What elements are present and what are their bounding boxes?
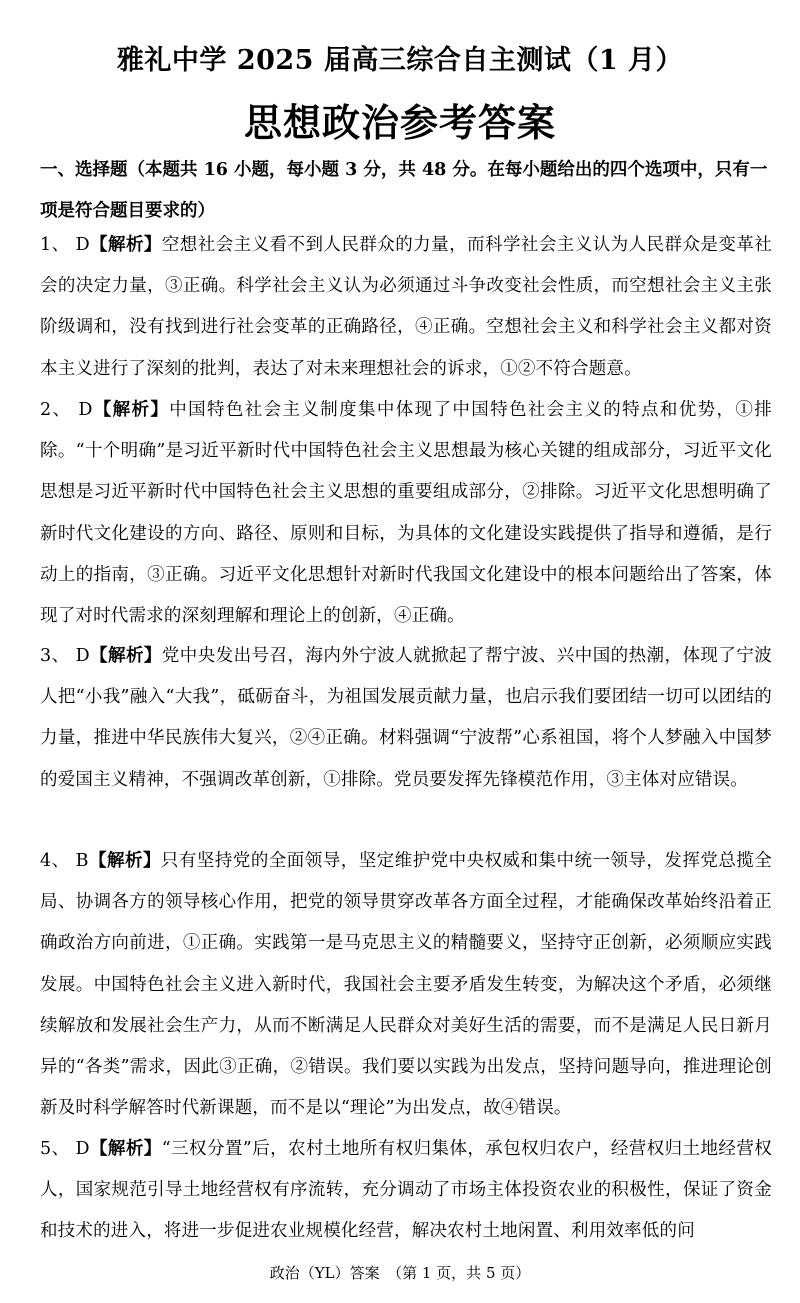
analysis-text: 只有坚持党的全面领导，坚定维护党中央权威和集中统一领导，发挥党总揽全局、协调各方的领导核心作用，把党的领导贯穿改革各方面全过程，才能确保改革始终沿着正确政治方向前进，①正确。实践第一是马克思主义的精髓要义，坚持守正创新，必须顺应实践发展。中国特色社会主义进入新时代，我国社会主要矛盾发生转变，为解决这个矛盾，必须继续解放和发展社会生产力，从而不断满足人民群众对美好生活的需要，而不是满足人民日新月异的“各类”需求，因此③正确，②错误。我们要以实践为出发点，坚持问题导向，推进理论创新及时科学解答时代新课题，而不是以“理论”为出发点，故④错误。 <box>40 851 772 1119</box>
question-number: 5、 <box>40 1139 70 1159</box>
question-number: 2、 <box>40 400 72 420</box>
question-1-explanation <box>40 225 772 390</box>
analysis-text: “三权分置”后，农村土地所有权归集体，承包权归农户，经营权归土地经营权人，国家规范引导土地经营权有序流转，充分调动了市场主体投资农业的积极性，保证了资金和技术的进入，将进一步促进农业规模化经营，解决农村土地闲置、利用效率低的问 <box>40 1139 772 1242</box>
question-answer: D <box>75 646 90 666</box>
analysis-text: 空想社会主义看不到人民群众的力量，而科学社会主义认为人民群众是变革社会的决定力量，③正确。科学社会主义认为必须通过斗争改变社会性质，而空想社会主义主张阶级调和，没有找到进行社会变革的正确路径，④正确。空想社会主义和科学社会主义都对资本主义进行了深刻的批判，表达了对未来理想社会的诉求，①②不符合题意。 <box>40 235 772 379</box>
question-answer: D <box>75 235 90 255</box>
question-4-explanation <box>40 841 772 1129</box>
analysis-text: 中国特色社会主义制度集中体现了中国特色社会主义的特点和优势，①排除。“十个明确”是习近平新时代中国特色社会主义思想最为核心关键的组成部分，习近平文化思想是习近平新时代中国特色社会主义思想的重要组成部分，②排除。习近平文化思想明确了新时代文化建设的方向、路径、原则和目标，为具体的文化建设实践提供了指导和遵循，是行动上的指南，③正确。习近平文化思想针对新时代我国文化建设中的根本问题给出了答案，体现了对时代需求的深刻理解和理论上的创新，④正确。 <box>40 400 772 627</box>
analysis-tag: 【解析】 <box>89 235 162 255</box>
analysis-text: 党中央发出号召，海内外宁波人就掀起了帮宁波、兴中国的热潮，体现了宁波人把“小我”融入“大我”，砥砺奋斗，为祖国发展贡献力量，也启示我们要团结一切可以团结的力量，推进中华民族伟大复兴，②④正确。材料强调“宁波帮”心系祖国，将个人梦融入中国梦的爱国主义精神，不强调改革创新，①排除。党员要发挥先锋模范作用，③主体对应错误。 <box>40 646 772 790</box>
analysis-tag: 【解析】 <box>89 1139 162 1159</box>
question-answer: D <box>78 400 93 420</box>
document-subtitle: 思想政治参考答案 <box>243 100 556 145</box>
question-number: 3、 <box>40 646 70 666</box>
document-title: 雅礼中学 2025 届高三综合自主测试（1 月） <box>116 45 684 76</box>
question-number: 1、 <box>40 235 70 255</box>
analysis-tag: 【解析】 <box>92 400 170 420</box>
question-3-explanation <box>40 636 772 801</box>
question-answer: B <box>75 851 89 871</box>
section-heading: 一、选择题（本题共 16 小题，每小题 3 分，共 48 分。在每小题给出的四个选项中，只有一项是符合题目要求的） <box>40 160 768 221</box>
page-footer: 政治（YL）答案 （第 1 页，共 5 页） <box>269 1264 531 1282</box>
question-2-explanation <box>40 390 772 637</box>
question-answer: D <box>75 1139 90 1159</box>
question-5-explanation <box>40 1129 772 1259</box>
analysis-tag: 【解析】 <box>88 851 161 871</box>
question-number: 4、 <box>40 851 70 871</box>
analysis-tag: 【解析】 <box>89 646 162 666</box>
